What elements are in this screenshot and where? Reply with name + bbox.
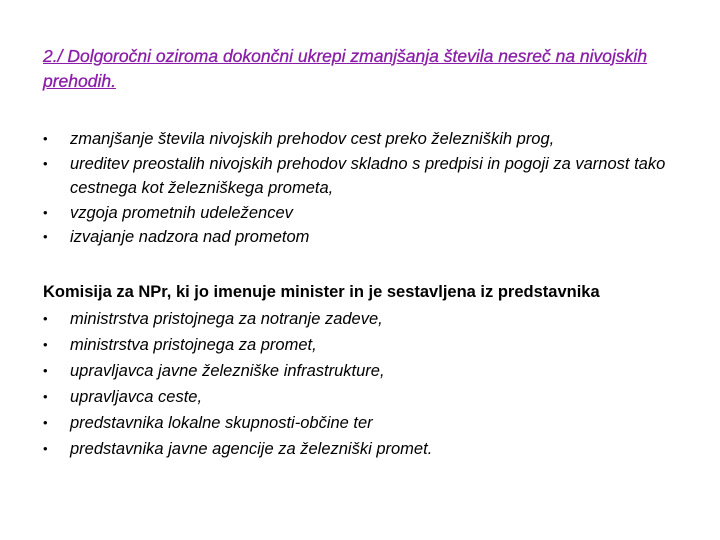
list-item xyxy=(43,127,683,152)
list-item-text: upravljavca ceste, xyxy=(70,388,203,406)
slide-title: 2./ Dolgoročni oziroma dokončni ukrepi zmanjšanja števila nesreč na nivojskih prehodih. xyxy=(43,46,648,91)
list-item xyxy=(43,306,683,332)
bullet-icon: • xyxy=(43,131,48,146)
bullet-icon: • xyxy=(43,311,48,326)
list-item-text: upravljavca javne železniške infrastrukture, xyxy=(70,362,385,380)
commission-intro: Komisija za NPr, ki jo imenuje minister in je sestavljena iz predstavnika xyxy=(43,283,600,301)
list-item xyxy=(43,201,683,226)
list-item xyxy=(43,436,683,462)
list-item xyxy=(43,332,683,358)
list-item xyxy=(43,410,683,436)
list-item xyxy=(43,152,683,201)
list-item-text: izvajanje nadzora nad prometom xyxy=(70,228,310,246)
bullet-icon: • xyxy=(43,389,48,404)
list-item xyxy=(43,384,683,410)
list-item-text: ministrstva pristojnega za notranje zadeve, xyxy=(70,310,383,328)
list-item-text: ureditev preostalih nivojskih prehodov skladno s predpisi in pogoji za varnost tako cestnega kot železniškega prometa, xyxy=(70,154,666,197)
list-item xyxy=(43,225,683,250)
bullet-icon: • xyxy=(43,363,48,378)
bullet-icon: • xyxy=(43,155,48,171)
bullet-icon: • xyxy=(43,441,48,456)
list-item-text: vzgoja prometnih udeležencev xyxy=(70,203,293,222)
list-item-text: zmanjšanje števila nivojskih prehodov cest preko železniških prog, xyxy=(70,130,555,148)
list-item-text: ministrstva pristojnega za promet, xyxy=(70,336,317,354)
commission-members-list xyxy=(43,306,683,462)
list-item-text: predstavnika javne agencije za železniški promet. xyxy=(70,440,433,458)
list-item-text: predstavnika lokalne skupnosti-občine ter xyxy=(70,414,373,432)
bullet-icon: • xyxy=(43,229,48,244)
list-item xyxy=(43,358,683,384)
bullet-icon: • xyxy=(43,415,48,430)
bullet-icon: • xyxy=(43,337,48,352)
bullet-icon: • xyxy=(43,204,48,220)
measures-list xyxy=(43,127,683,250)
